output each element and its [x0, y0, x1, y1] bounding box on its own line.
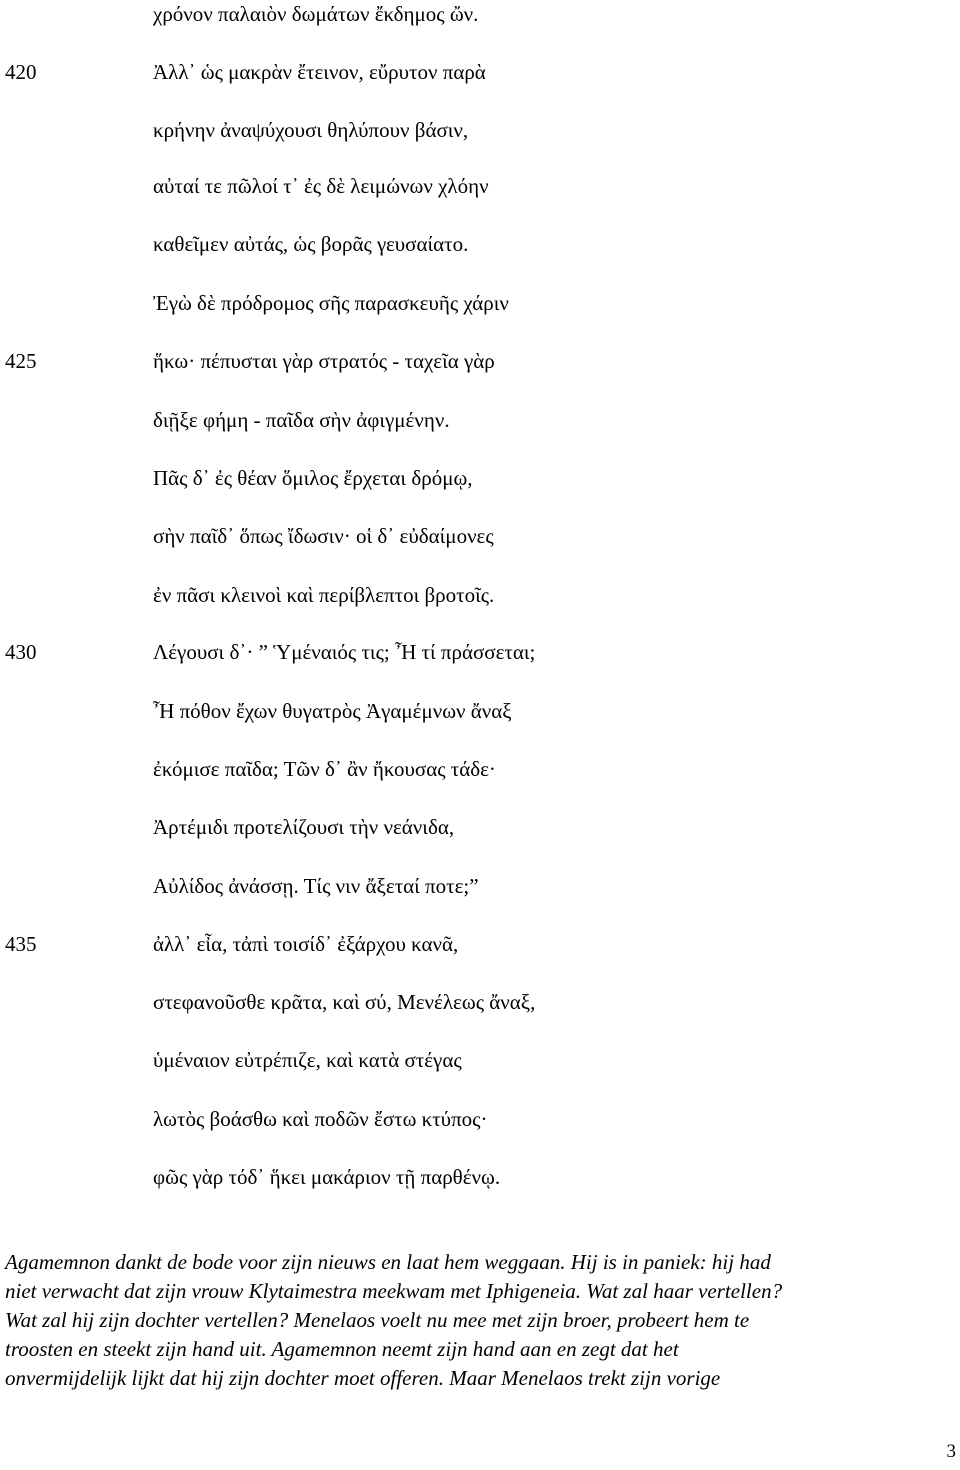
verse-line [0, 924, 960, 964]
verse-line [0, 458, 960, 498]
verse-text: ἥκω· πέπυσται γὰρ στρατός - ταχεῖα γὰρ [153, 349, 495, 373]
commentary-line: onvermijdelijk lijkt dat hij zijn dochter moet offeren. Maar Menelaos trekt zijn vorige [5, 1366, 721, 1390]
line-number: 430 [5, 640, 37, 664]
verse-text: ὑμέναιον εὐτρέπιζε, καὶ κατὰ στέγας [153, 1048, 462, 1072]
commentary-line: Agamemnon dankt de bode voor zijn nieuws en laat hem weggaan. Hij is in paniek: hij had [5, 1250, 771, 1274]
line-number: 425 [5, 349, 37, 373]
line-number: 435 [5, 932, 37, 956]
verse-text: καθεῖμεν αὐτάς, ὡς βορᾶς γευσαίατο. [153, 232, 469, 256]
commentary-line: Wat zal hij zijn dochter vertellen? Menelaos voelt nu mee met zijn broer, probeert hem te [5, 1308, 750, 1332]
verse-line [0, 1099, 960, 1139]
verse-text: Αὐλίδος ἀνάσσῃ. Τίς νιν ἄξεταί ποτε;” [153, 874, 479, 898]
verse-line [0, 0, 960, 34]
verse-text: ἀλλ᾽ εἶα, τἀπὶ τοισίδ᾽ ἐξάρχου κανᾶ, [153, 932, 459, 956]
verse-line [0, 807, 960, 847]
verse-line [0, 632, 960, 672]
verse-line [0, 866, 960, 906]
verse-text: Λέγουσι δ᾽· ” Ὑμέναιός τις; Ἦ τί πράσσεται; [153, 640, 536, 664]
verse-text: σὴν παῖδ᾽ ὅπως ἴδωσιν· οἱ δ᾽ εὐδαίμονες [153, 524, 494, 548]
verse-text: ἐν πᾶσι κλεινοὶ καὶ περίβλεπτοι βροτοῖς. [153, 583, 495, 607]
verse-text: διῇξε φήμη - παῖδα σὴν ἀφιγμένην. [153, 408, 450, 432]
verse-line [0, 166, 960, 206]
verse-line [0, 749, 960, 789]
verse-line [0, 982, 960, 1022]
verse-text: Ἀλλ᾽ ὡς μακρὰν ἔτεινον, εὔρυτον παρὰ [153, 60, 486, 84]
dutch-commentary [5, 1248, 950, 1393]
verse-line [0, 400, 960, 440]
verse-line [0, 1040, 960, 1080]
verse-text: Ἀρτέμιδι προτελίζουσι τὴν νεάνιδα, [153, 815, 455, 839]
verse-line [0, 516, 960, 556]
verse-text: Πᾶς δ᾽ ἐς θέαν ὅμιλος ἔρχεται δρόμῳ, [153, 466, 473, 490]
verse-line [0, 1157, 960, 1197]
verse-text: χρόνον παλαιὸν δωμάτων ἔκδημος ὤν. [153, 2, 479, 26]
verse-text: κρήνην ἀναψύχουσι θηλύπουν βάσιν, [153, 118, 469, 142]
verse-line [0, 575, 960, 615]
verse-text: λωτὸς βοάσθω καὶ ποδῶν ἔστω κτύπος· [153, 1107, 488, 1131]
verse-text: ἐκόμισε παῖδα; Τῶν δ᾽ ἂν ἤκουσας τάδε· [153, 757, 496, 781]
verse-line [0, 52, 960, 92]
verse-text: Ἐγὼ δὲ πρόδρομος σῆς παρασκευῆς χάριν [153, 291, 509, 315]
commentary-line: troosten en steekt zijn hand uit. Agamemnon neemt zijn hand aan en zegt dat het [5, 1337, 679, 1361]
verse-text: Ἦ πόθον ἔχων θυγατρὸς Ἀγαμέμνων ἄναξ [153, 699, 512, 723]
verse-line [0, 691, 960, 731]
verse-line [0, 341, 960, 381]
verse-text: φῶς γὰρ τόδ᾽ ἥκει μακάριον τῇ παρθένῳ. [153, 1165, 501, 1189]
verse-text: στεφανοῦσθε κρᾶτα, καὶ σύ, Μενέλεως ἄναξ, [153, 990, 536, 1014]
line-number: 420 [5, 60, 37, 84]
verse-line [0, 283, 960, 323]
verse-text: αὐταί τε πῶλοί τ᾽ ἐς δὲ λειμώνων χλόην [153, 174, 489, 198]
verse-line [0, 110, 960, 150]
verse-line [0, 224, 960, 264]
page-number: 3 [946, 1441, 956, 1462]
commentary-line: niet verwacht dat zijn vrouw Klytaimestra meekwam met Iphigeneia. Wat zal haar vertellen? [5, 1279, 783, 1303]
